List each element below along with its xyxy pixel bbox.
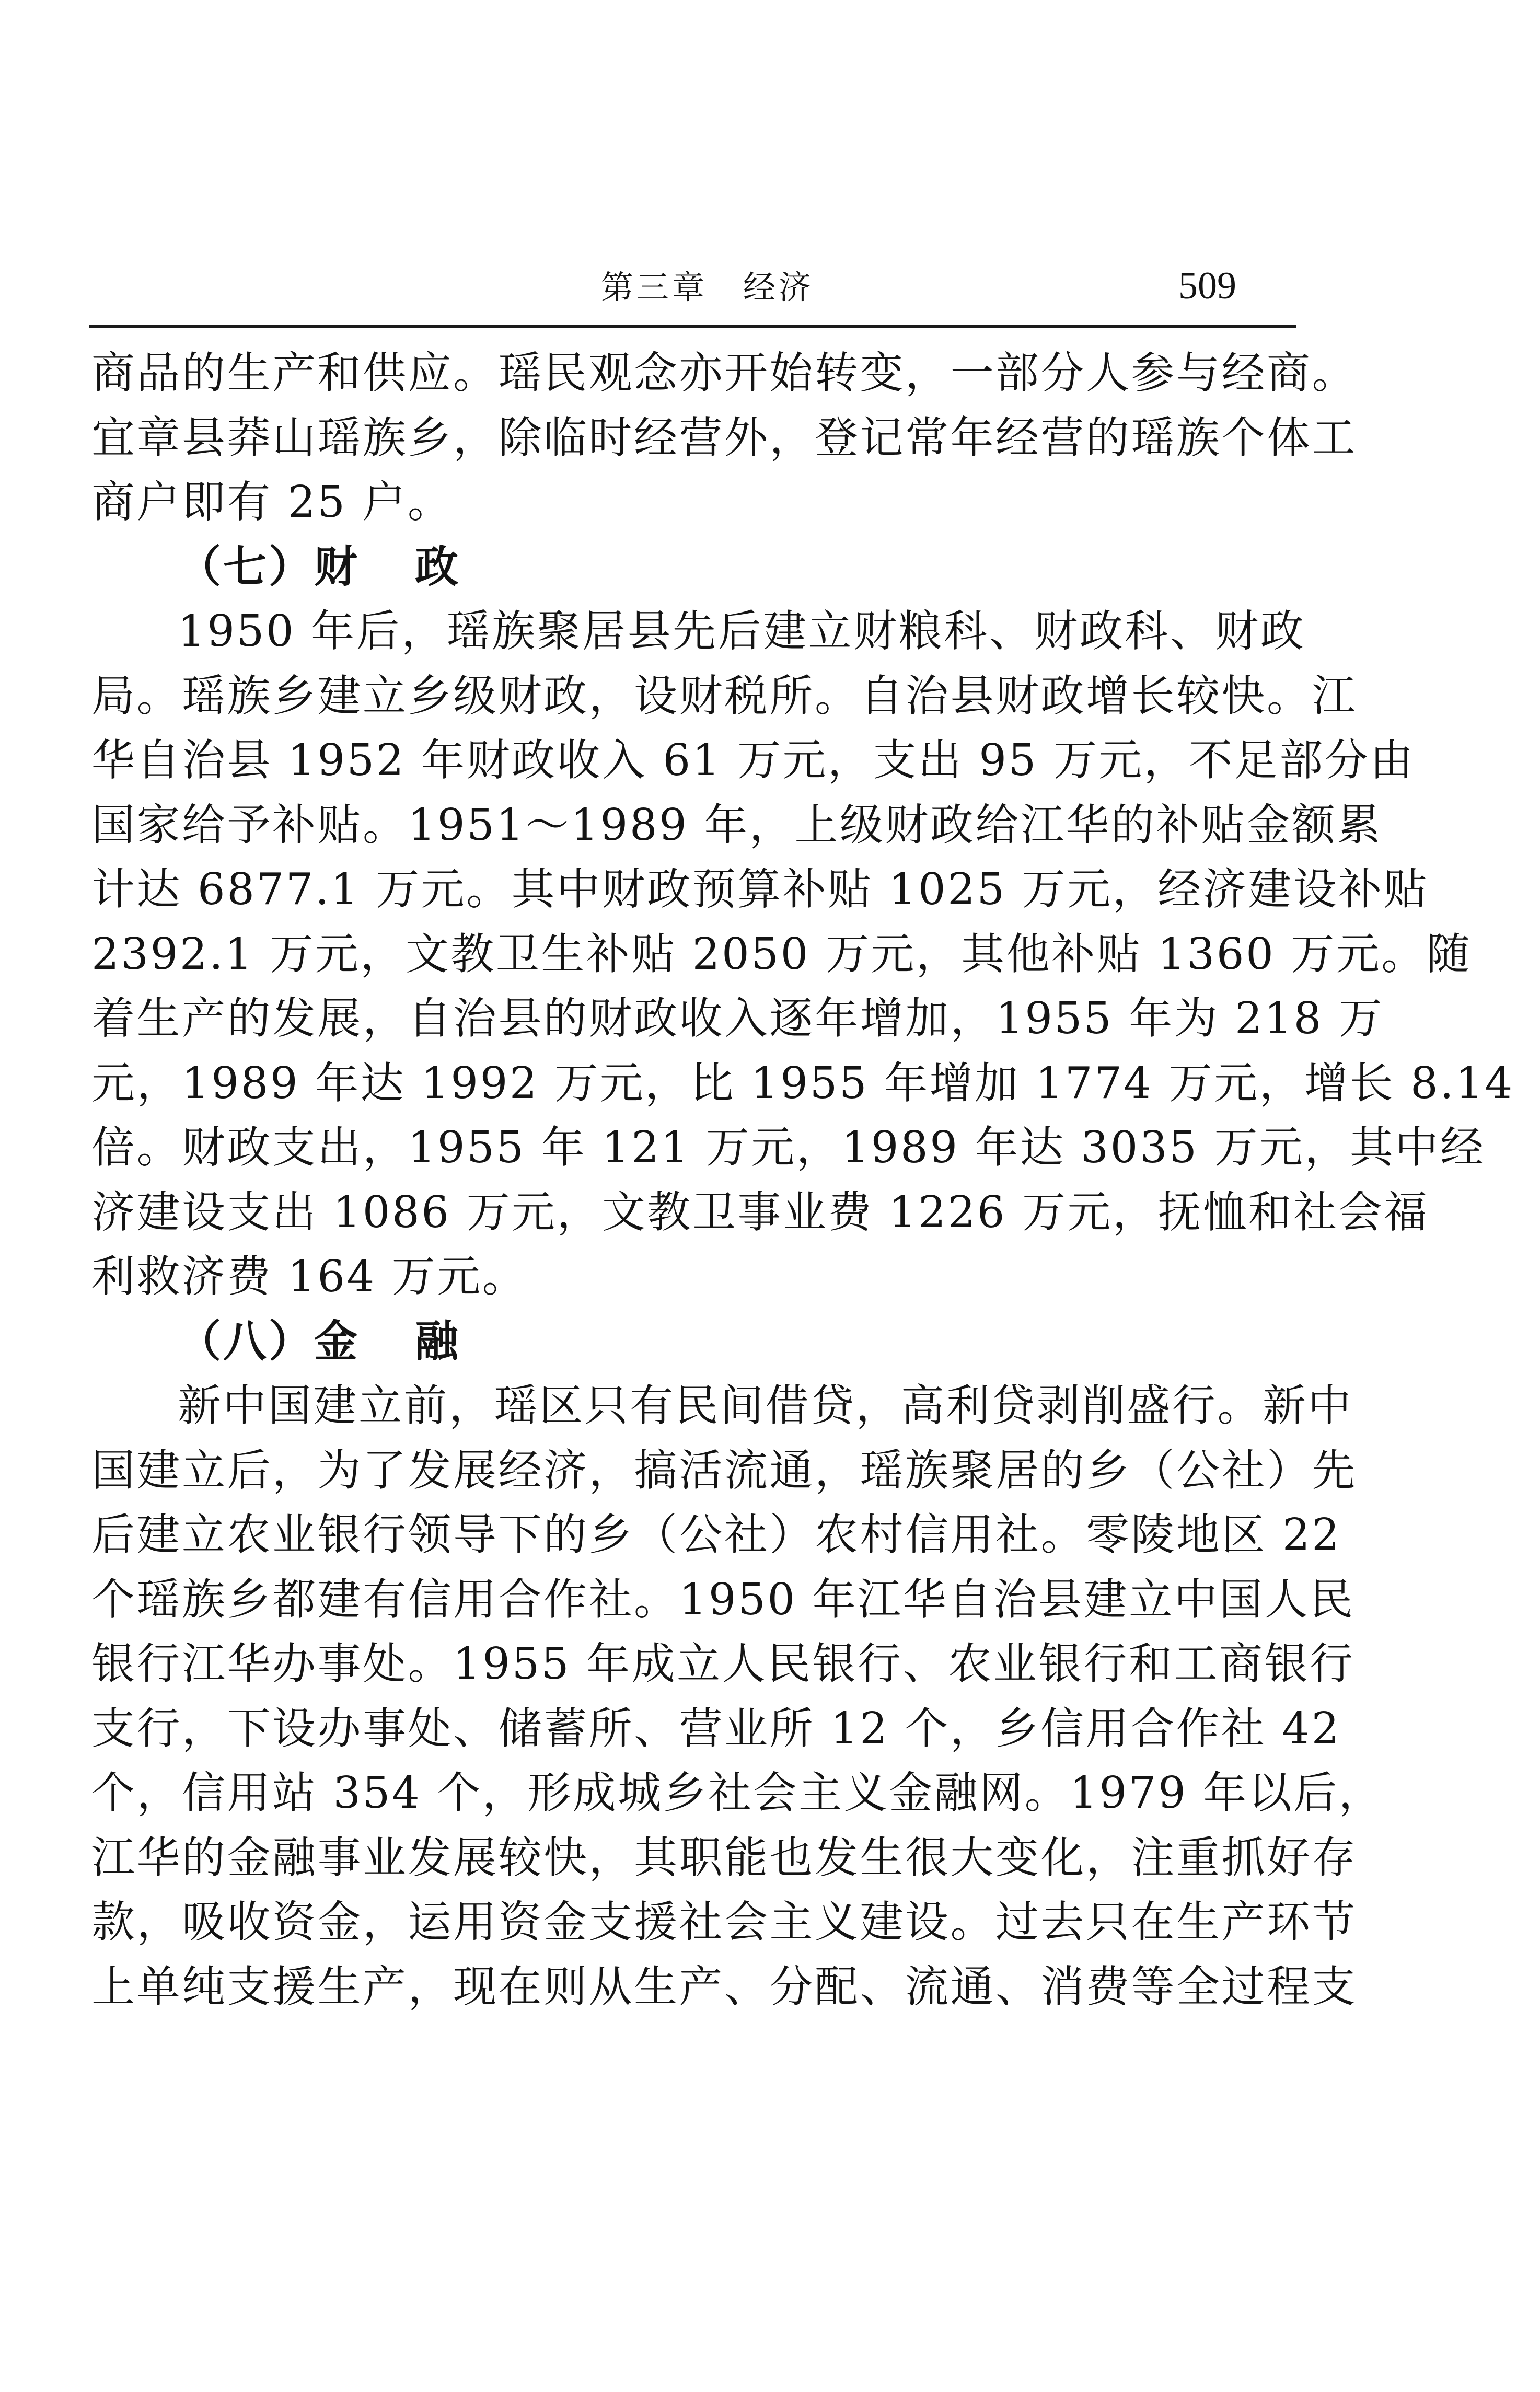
text-line: 银行江华办事处。1955 年成立人民银行、农业银行和工商银行 [91,1638,1355,1689]
text-line: 元，1989 年达 1992 万元，比 1955 年增加 1774 万元，增长 8.14 [91,1057,1514,1108]
text-line: 局。瑶族乡建立乡级财政，设财税所。自治县财政增长较快。江 [91,670,1357,721]
text-line: 新中国建立前，瑶区只有民间借贷，高利贷剥削盛行。新中 [178,1380,1353,1431]
text-line: 上单纯支援生产，现在则从生产、分配、流通、消费等全过程支 [91,1961,1357,2012]
section-number: （七） [178,541,314,592]
text-line: 计达 6877.1 万元。其中财政预算补贴 1025 万元，经济建设补贴 [91,864,1429,915]
text-line: 国建立后，为了发展经济，搞活流通，瑶族聚居的乡（公社）先 [91,1445,1357,1496]
section-heading-finance [91,535,1296,599]
chapter-title: 第三章 经济 [601,268,815,306]
text-line: 2392.1 万元，文教卫生补贴 2050 万元，其他补贴 1360 万元。随 [91,928,1472,979]
paragraph-banking [91,1373,1384,2019]
text-line: 江华的金融事业发展较快，其职能也发生很大变化，注重抓好存 [91,1832,1357,1883]
running-header [89,251,1296,314]
text-line: 商品的生产和供应。瑶民观念亦开始转变，一部分人参与经商。 [91,348,1357,398]
text-line: 个瑶族乡都建有信用合作社。1950 年江华自治县建立中国人民 [91,1574,1355,1625]
text-line: 国家给予补贴。1951～1989 年，上级财政给江华的补贴金额累 [91,799,1382,850]
text-line: 宜章县莽山瑶族乡，除临时经营外，登记常年经营的瑶族个体工 [91,412,1357,463]
section-title: 金融 [314,1315,516,1367]
section-number: （八） [178,1315,314,1367]
body-text [91,341,1514,2019]
text-line: 利救济费 164 万元。 [91,1251,528,1302]
text-line: 倍。财政支出，1955 年 121 万元，1989 年达 3035 万元，其中经 [91,1122,1486,1173]
text-line: 着生产的发展，自治县的财政收入逐年增加，1955 年为 218 万 [91,993,1384,1044]
paragraph-continued [91,341,1357,535]
text-line: 济建设支出 1086 万元，文教卫事业费 1226 万元，抚恤和社会福 [91,1186,1429,1238]
section-title: 财政 [314,541,516,592]
paragraph-finance [91,599,1514,1309]
text-line: 个，信用站 354 个，形成城乡社会主义金融网。1979 年以后， [91,1767,1384,1818]
text-line: 商户即有 25 户。 [91,477,453,527]
text-line: 后建立农业银行领导下的乡（公社）农村信用社。零陵地区 22 [91,1509,1341,1560]
text-line: 支行，下设办事处、储蓄所、营业所 12 个，乡信用合作社 42 [91,1703,1341,1754]
text-line: 款，吸收资金，运用资金支援社会主义建设。过去只在生产环节 [91,1897,1357,1947]
section-heading-banking [91,1309,1296,1374]
header-rule [89,325,1296,328]
text-line: 1950 年后，瑶族聚居县先后建立财粮科、财政科、财政 [178,606,1306,656]
text-line: 华自治县 1952 年财政收入 61 万元，支出 95 万元，不足部分由 [91,735,1415,785]
page-number: 509 [1178,264,1236,307]
